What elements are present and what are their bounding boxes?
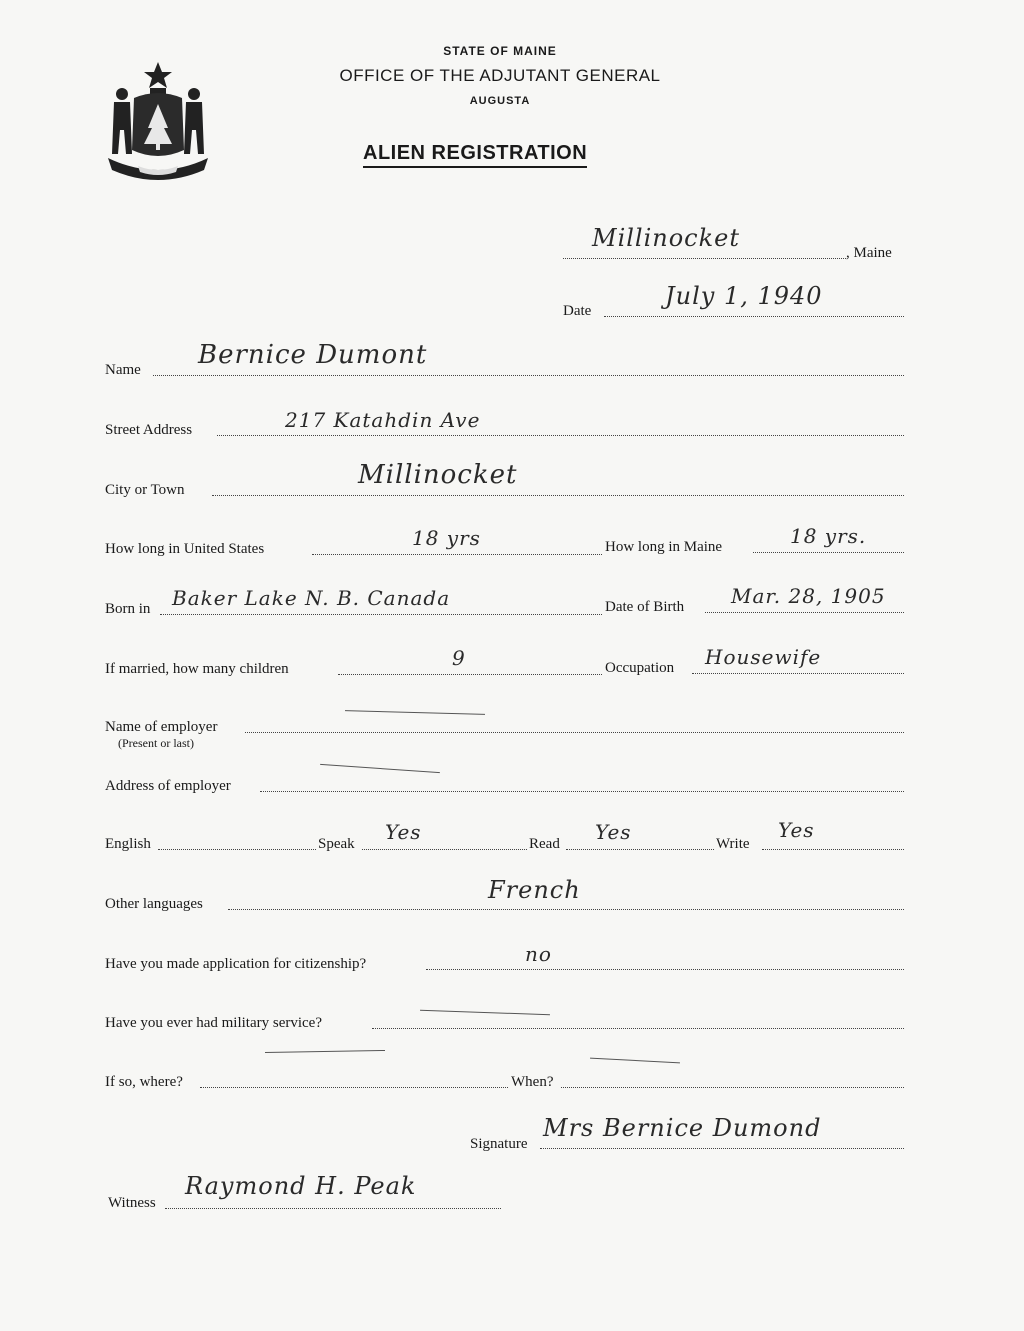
town-value: Millinocket (592, 224, 741, 252)
occupation-label: Occupation (605, 660, 675, 676)
city-heading: AUGUSTA (469, 95, 531, 107)
how-long-maine-label: How long in Maine (605, 539, 723, 555)
speak-label: Speak (318, 836, 355, 852)
children-line (338, 674, 602, 675)
speak-value: Yes (385, 820, 422, 844)
how-long-maine-value: 18 yrs. (790, 524, 867, 548)
witness-line (165, 1208, 501, 1209)
employer-dash (345, 710, 485, 715)
other-languages-label: Other languages (105, 896, 203, 912)
employer-label: Name of employer (105, 719, 218, 735)
when-label: When? (511, 1074, 554, 1090)
born-in-value: Baker Lake N. B. Canada (172, 586, 451, 610)
city-line (212, 495, 904, 496)
write-line (762, 849, 904, 850)
street-line (217, 435, 904, 436)
date-line (604, 316, 904, 317)
occupation-value: Housewife (705, 645, 822, 669)
name-label: Name (105, 362, 141, 378)
office-heading: OFFICE OF THE ADJUTANT GENERAL (339, 66, 661, 85)
when-line (561, 1087, 904, 1088)
signature-line (540, 1148, 904, 1149)
write-value: Yes (778, 818, 815, 842)
city-value: Millinocket (358, 460, 518, 490)
employer-address-label: Address of employer (105, 778, 231, 794)
street-label: Street Address (105, 422, 193, 438)
read-value: Yes (595, 820, 632, 844)
citizenship-label: Have you made application for citizenship? (105, 956, 367, 972)
when-dash (590, 1058, 680, 1064)
citizenship-value: no (525, 942, 552, 966)
employer-line (245, 732, 904, 733)
write-label: Write (716, 836, 750, 852)
signature-label: Signature (470, 1136, 528, 1152)
military-dash (420, 1010, 550, 1016)
born-in-line (160, 614, 602, 615)
military-dash-2 (265, 1050, 385, 1053)
name-line (153, 375, 904, 376)
date-label: Date (563, 303, 592, 319)
read-line (566, 849, 714, 850)
date-of-birth-value: Mar. 28, 1905 (731, 584, 886, 608)
military-label: Have you ever had military service? (105, 1015, 322, 1031)
speak-line (362, 849, 527, 850)
witness-label: Witness (108, 1195, 156, 1211)
town-line (563, 258, 846, 259)
maine-state-seal-icon (104, 58, 212, 184)
street-value: 217 Katahdin Ave (285, 408, 481, 432)
maine-label: , Maine (846, 245, 892, 261)
english-label: English (105, 836, 151, 852)
date-value: July 1, 1940 (665, 282, 823, 310)
form-title: ALIEN REGISTRATION (363, 142, 587, 168)
date-of-birth-label: Date of Birth (605, 599, 685, 615)
read-label: Read (529, 836, 560, 852)
other-languages-value: French (488, 876, 581, 904)
children-value: 9 (452, 646, 466, 670)
born-in-label: Born in (105, 601, 151, 617)
witness-value: Raymond H. Peak (185, 1172, 417, 1200)
children-label: If married, how many children (105, 661, 289, 677)
employer-address-dash (320, 764, 440, 773)
other-languages-line (228, 909, 904, 910)
how-long-us-label: How long in United States (105, 541, 265, 557)
date-of-birth-line (705, 612, 904, 613)
name-value: Bernice Dumont (198, 340, 428, 370)
how-long-us-value: 18 yrs (412, 526, 481, 550)
military-line (372, 1028, 904, 1029)
where-line (200, 1087, 508, 1088)
employer-note: (Present or last) (118, 736, 194, 750)
occupation-line (692, 673, 904, 674)
state-heading: STATE OF MAINE (443, 44, 557, 58)
how-long-us-line (312, 554, 602, 555)
where-label: If so, where? (105, 1074, 183, 1090)
how-long-maine-line (753, 552, 904, 553)
city-label: City or Town (105, 482, 185, 498)
employer-address-line (260, 791, 904, 792)
english-line (158, 849, 316, 850)
citizenship-line (426, 969, 904, 970)
signature-value: Mrs Bernice Dumond (543, 1114, 822, 1142)
